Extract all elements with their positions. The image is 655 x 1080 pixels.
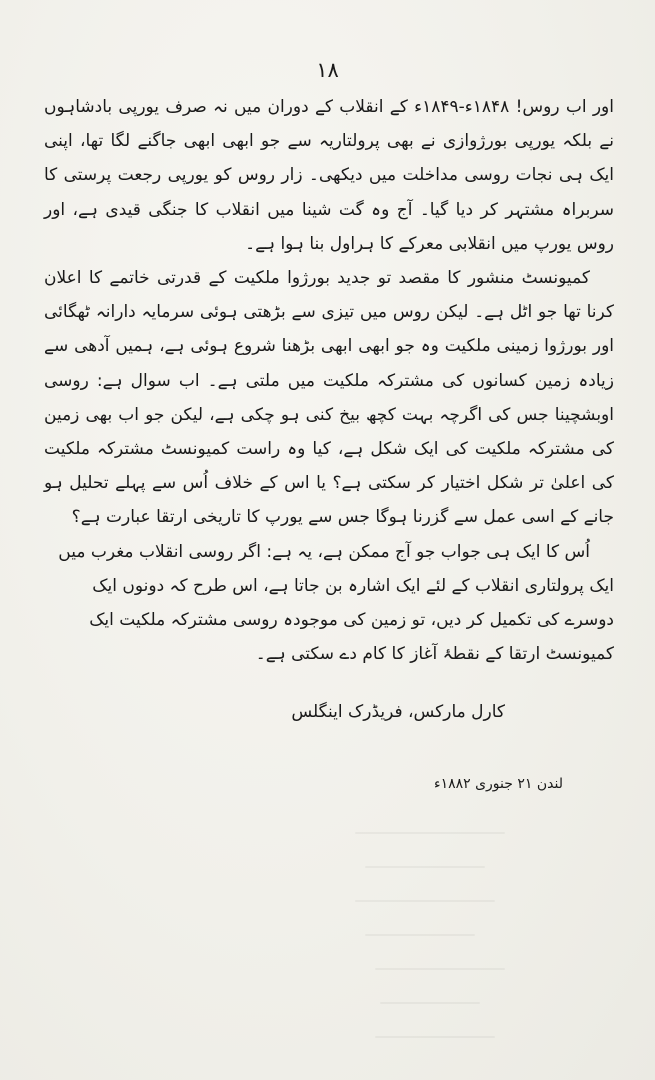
signature: کارل مارکس، فریڈرک اینگلس <box>291 702 505 722</box>
bleed-through-mark <box>375 1036 495 1038</box>
bleed-through-mark <box>375 968 505 970</box>
body-text <box>44 90 614 671</box>
page-number: ۱۸ <box>316 58 339 82</box>
paragraph-2: کمیونسٹ منشور کا مقصد تو جدید بورژوا ملکیت کے قدرتی خاتمے کا اعلان کرنا تھا جو اٹل ہے۔ لیکن روس میں تیزی سے بڑھتی ہوئی سرمایہ دارانہ ٹھگائی اور بورژوا زمینی ملکیت وہ جو ابھی ابھی بڑھنا شروع ہوئی ہے، ہمیں آدھی سے زیادہ زمین کسانوں کی مشترکہ ملکیت میں ملتی ہے۔ اب سوال ہے: روسی اوبشچینا جس کی اگرچہ بہت کچھ بیخ کنی ہو چکی ہے، لیکن جو اب بھی زمین کی مشترکہ ملکیت کی ایک شکل ہے، کیا وہ راست کمیونسٹ مشترکہ ملکیت کی اعلیٰ تر شکل اختیار کر سکتی ہے؟ یا اس کے خلاف اُس سے پہلے تحلیل ہو جانے کے اسی عمل سے گزرنا ہوگا جس سے یورپ کا تاریخی ارتقا عبارت ہے؟ <box>44 268 614 528</box>
bleed-through-mark <box>365 934 475 936</box>
paragraph-1: اور اب روس! ۱۸۴۸ء-۱۸۴۹ء کے انقلاب کے دوران میں نہ صرف یورپی بادشاہوں نے بلکہ یورپی بورژوازی نے بھی پرولتاریہ سے جو ابھی ابھی جاگنے لگا تھا، اپنی ایک ہی نجات روسی مداخلت میں دیکھی۔ زار روس کو یورپی رجعت پرستی کا سربراہ مشتہر کر دیا گیا۔ آج وہ گت شینا میں انقلاب کا جنگی قیدی ہے، اور روس یورپ میں انقلابی معرکے کا ہراول بنا ہوا ہے۔ <box>44 97 614 254</box>
bleed-through-mark <box>365 866 485 868</box>
place-date: لندن ۲۱ جنوری ۱۸۸۲ء <box>433 776 563 792</box>
bleed-through-mark <box>355 832 505 834</box>
bleed-through-mark <box>380 1002 480 1004</box>
bleed-through-mark <box>355 900 495 902</box>
paragraph-3: اُس کا ایک ہی جواب جو آج ممکن ہے، یہ ہے: اگر روسی انقلاب مغرب میں ایک پرولتاری انقلاب کے لئے ایک اشارہ بن جاتا ہے، اس طرح کہ دونوں ایک دوسرے کی تکمیل کر دیں، تو زمین کی موجودہ روسی مشترکہ ملکیت ایک کمیونسٹ ارتقا کے نقطۂ آغاز کا کام دے سکتی ہے۔ <box>58 541 614 665</box>
